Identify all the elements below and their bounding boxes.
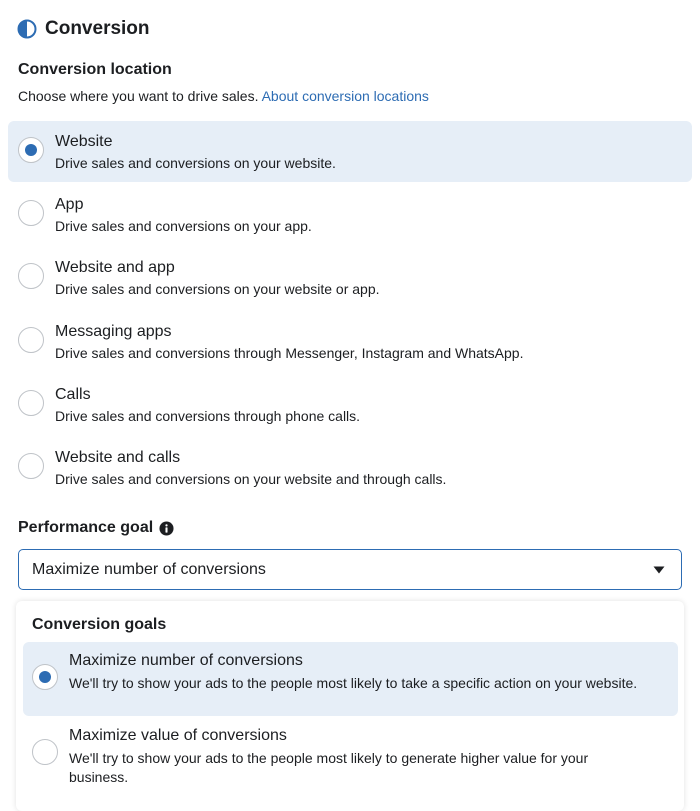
section-title: Conversion [45, 18, 150, 39]
section-header [17, 15, 150, 43]
radio-button[interactable] [18, 390, 44, 416]
performance-goal-select[interactable] [18, 549, 682, 590]
radio-button[interactable] [18, 200, 44, 226]
option-title: Website [55, 133, 113, 150]
location-option-app[interactable] [8, 184, 692, 245]
goal-option-value[interactable] [23, 717, 678, 791]
radio-button[interactable] [18, 137, 44, 163]
option-description: Drive sales and conversions on your website. [55, 155, 336, 171]
option-description: Drive sales and conversions on your website and through calls. [55, 470, 447, 487]
option-title: Website and app [55, 259, 175, 277]
goal-description: We'll try to show your ads to the people most likely to generate higher value for your business. [69, 750, 589, 785]
radio-button[interactable] [18, 263, 44, 289]
location-option-messaging-apps[interactable] [8, 311, 692, 372]
location-option-website-and-calls[interactable] [8, 437, 692, 498]
half-circle-icon [17, 19, 37, 39]
option-title: App [55, 196, 84, 214]
goal-title: Maximize value of conversions [69, 727, 287, 744]
goal-title: Maximize number of conversions [69, 652, 303, 669]
goal-description: We'll try to show your ads to the people most likely to take a specific action on your website. [69, 675, 638, 691]
conversion-goals-dropdown [16, 601, 684, 811]
description-text: Choose where you want to drive sales. [18, 88, 259, 104]
performance-goal-text: Performance goal [18, 519, 154, 536]
location-option-calls[interactable] [8, 374, 692, 435]
option-title: Messaging apps [55, 322, 172, 340]
conversion-location-title: Conversion location [18, 61, 172, 78]
option-description: Drive sales and conversions on your app. [55, 218, 312, 235]
location-option-website-and-app[interactable] [8, 247, 692, 308]
option-description: Drive sales and conversions through Messenger, Instagram and WhatsApp. [55, 344, 524, 361]
info-icon[interactable] [159, 521, 174, 536]
option-description: Drive sales and conversions on your website or app. [55, 281, 380, 298]
caret-down-icon [653, 566, 665, 574]
conversion-location-options [8, 121, 692, 500]
about-conversion-locations-link[interactable]: About conversion locations [261, 88, 429, 104]
conversion-location-description [18, 88, 429, 104]
radio-button[interactable] [32, 739, 58, 765]
option-description: Drive sales and conversions through phone calls. [55, 407, 361, 424]
goal-option-number[interactable] [23, 642, 678, 716]
option-title: Website and calls [55, 448, 181, 466]
radio-button[interactable] [32, 664, 58, 690]
select-value: Maximize number of conversions [32, 561, 266, 578]
location-option-website[interactable] [8, 121, 692, 182]
radio-button[interactable] [18, 453, 44, 479]
radio-button[interactable] [18, 327, 44, 353]
dropdown-header: Conversion goals [32, 616, 167, 633]
option-title: Calls [55, 385, 91, 403]
performance-goal-label [18, 519, 174, 537]
